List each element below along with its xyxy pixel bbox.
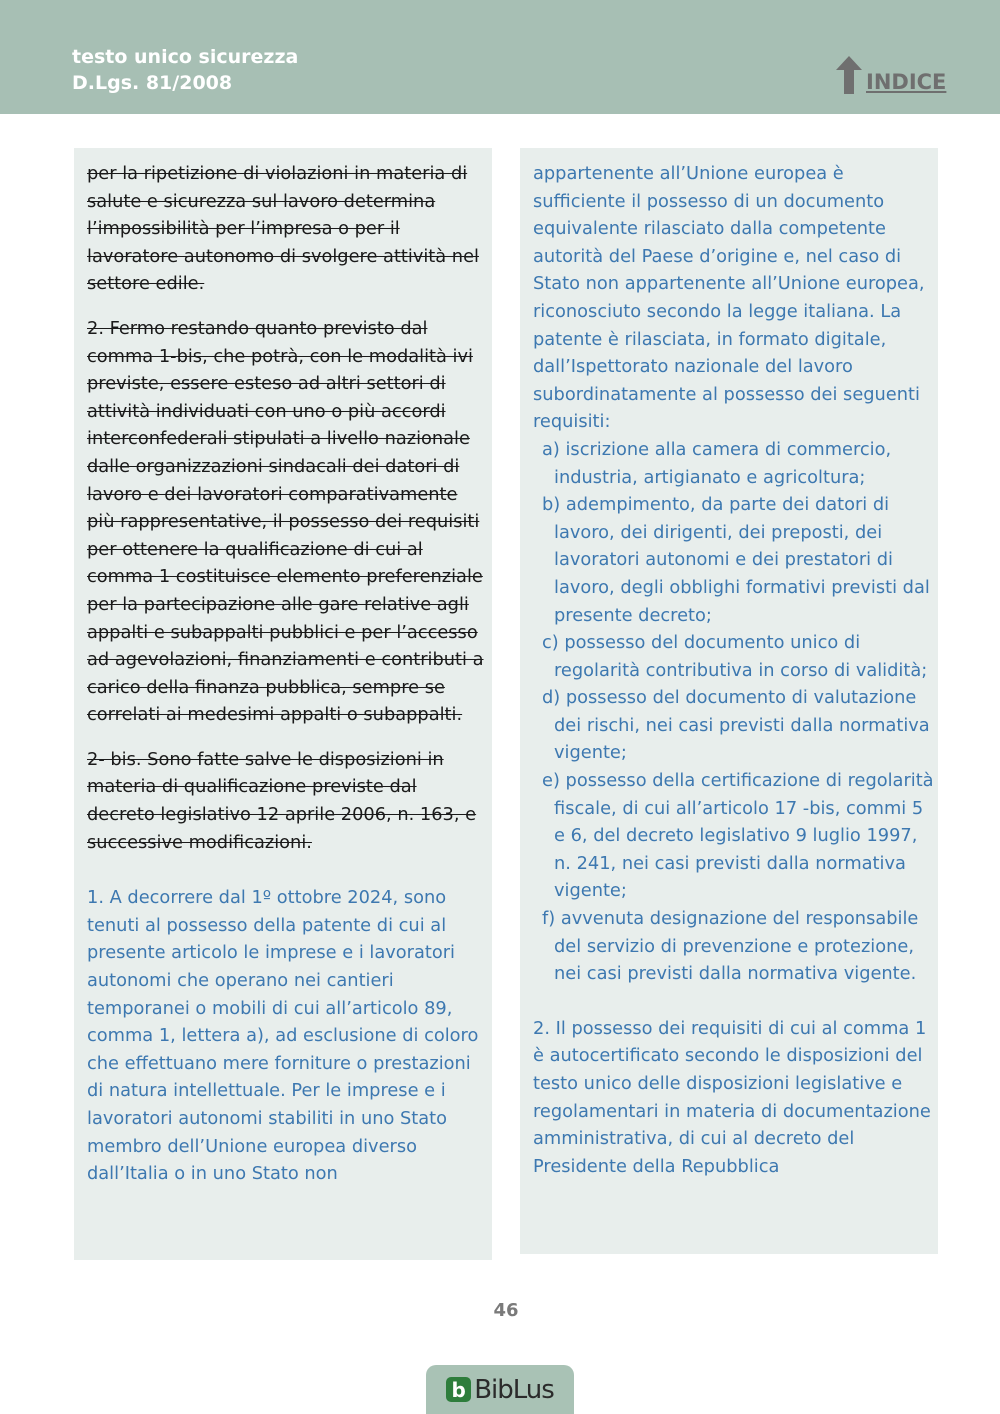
document-title — [72, 44, 298, 96]
requirement-item: d) possesso del documento di valutazione dei rischi, nei casi previsti dalla normativa vigente; — [542, 687, 930, 764]
requirement-item: a) iscrizione alla camera di commercio, industria, artigianato e agricoltura; — [542, 438, 892, 488]
requirement-item: b) adempimento, da parte dei datori di lavoro, dei dirigenti, dei preposti, dei lavoratori autonomi e dei prestatori di lavoro, degli obblighi formativi previsti dal presente decreto; — [542, 494, 930, 626]
biblus-logo[interactable] — [426, 1365, 574, 1414]
index-link[interactable] — [836, 54, 946, 94]
biblus-logo-text: BibLus — [474, 1374, 554, 1405]
requirements-list — [533, 436, 934, 988]
index-label: INDICE — [866, 70, 947, 94]
requirement-item: c) possesso del documento unico di regolarità contributiva in corso di validità; — [542, 632, 928, 681]
document-title-line2: D.Lgs. 81/2008 — [72, 72, 233, 94]
struck-paragraph: 2. Fermo restando quanto previsto dal comma 1-bis, che potrà, con le modalità ivi previste, essere esteso ad altri settori di attività individuati con uno o più accordi interconfederali stipulati a livello nazionale dalle organizzazioni sindacali dei datori di lavoro e dei lavoratori comparativamente più rappresentative, il possesso dei requisiti per ottenere la qualificazione di cui al comma 1 costituisce elemento preferenziale per la partecipazione alle gare relative agli appalti e subappalti pubblici e per l’accesso ad agevolazioni, finanziamenti e contributi a carico della finanza pubblica, sempre se correlati ai medesimi appalti o subappalti. — [87, 317, 484, 726]
paragraph-2: 2. Il possesso dei requisiti di cui al comma 1 è autocertificato secondo le disposizioni del testo unico delle disposizioni legislative e regolamentari in materia di documentazione amministrativa, di cui al decreto del Presidente della Repubblica — [533, 1017, 931, 1177]
page-number: 46 — [493, 1300, 519, 1321]
left-column — [74, 148, 492, 1260]
struck-paragraph: 2- bis. Sono fatte salve le disposizioni in materia di qualificazione previste dal decreto legislativo 12 aprile 2006, n. 163, e successive modificazioni. — [87, 748, 477, 853]
requirement-item: f) avvenuta designazione del responsabile del servizio di prevenzione e protezione, nei casi previsti dalla normativa vigente. — [542, 908, 919, 985]
document-title-line1: testo unico sicurezza — [72, 46, 299, 68]
struck-paragraph: per la ripetizione di violazioni in materia di salute e sicurezza sul lavoro determina l’impossibilità per l’impresa o per il lavoratore autonomo di svolgere attività nel settore edile. — [87, 163, 479, 295]
biblus-logo-mark: b — [446, 1377, 471, 1402]
requirement-item: e) possesso della certificazione di regolarità fiscale, di cui all’articolo 17 -bis, commi 5 e 6, del decreto legislativo 9 luglio 1997, n. 241, nei casi previsti dalla normativa vigente; — [542, 770, 934, 902]
page-header — [0, 0, 1000, 114]
up-arrow-icon — [836, 56, 862, 94]
continuation-paragraph: appartenente all’Unione europea è sufficiente il possesso di un documento equivalente rilasciato dalla competente autorità del Paese d’origine e, nel caso di Stato non appartenente all’Unione europea, riconosciuto secondo la legge italiana. La patente è rilasciata, in formato digitale, dall’Ispettorato nazionale del lavoro subordinatamente al possesso dei seguenti requisiti: — [533, 163, 925, 433]
right-column — [520, 148, 938, 1254]
new-paragraph-1: 1. A decorrere dal 1º ottobre 2024, sono tenuti al possesso della patente di cui al presente articolo le imprese e i lavoratori autonomi che operano nei cantieri temporanei o mobili di cui all’articolo 89, comma 1, lettera a), ad esclusione di coloro che effettuano mere forniture o prestazioni di natura intellettuale. Per le imprese e i lavoratori autonomi stabiliti in uno Stato membro dell’Unione europea diverso dall’Italia o in uno Stato non — [87, 887, 479, 1185]
